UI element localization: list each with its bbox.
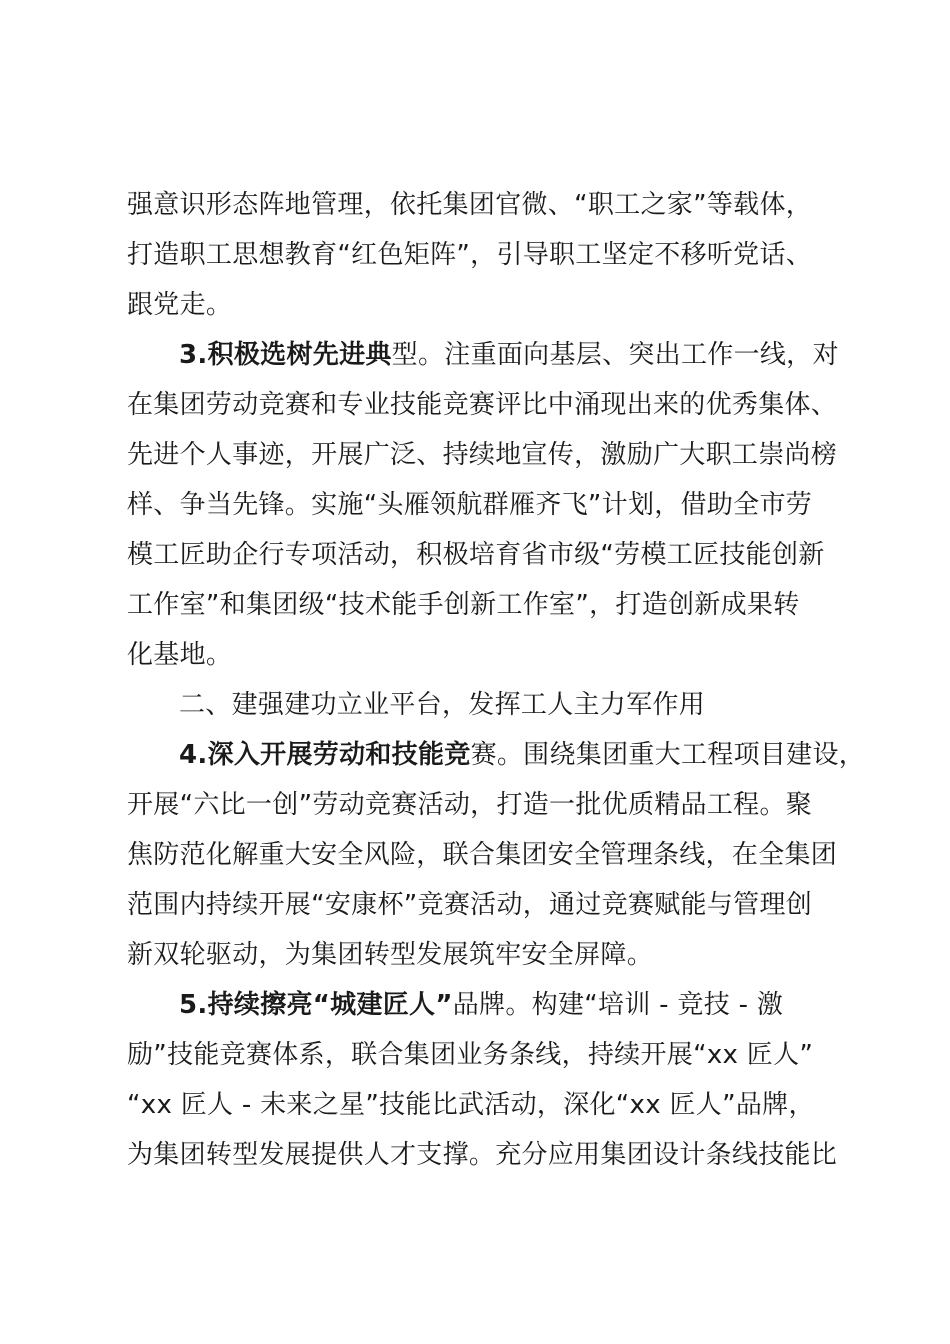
text-line: 样、争当先锋。实施“头雁领航群雁齐飞”计划，借助全市劳 [127,490,813,520]
text-line: 模工匠助企行专项活动，积极培育省市级“劳模工匠技能创新 [127,540,825,570]
text-line: 打造职工思想教育“红色矩阵”，引导职工坚定不移听党话、 [127,240,813,270]
heading-bold-text: 4.深入开展劳动和技能竞 [179,740,471,770]
text-line: 先进个人事迹，开展广泛、持续地宣传，激励广大职工崇尚榜 [127,440,838,470]
text-line: 工作室”和集团级“技术能手创新工作室”，打造创新成果转 [127,590,800,620]
text-line: 为集团转型发展提供人才支撑。充分应用集团设计条线技能比 [127,1140,838,1170]
text-line: 焦防范化解重大安全风险，联合集团安全管理条线，在全集团 [127,840,838,870]
section-heading-4 [179,740,865,770]
text-line: 范围内持续开展“安康杯”竞赛活动，通过竞赛赋能与管理创 [127,890,813,920]
section-heading-5 [179,990,783,1020]
heading-rest-text: 型。注重面向基层、突出工作一线，对 [391,340,839,370]
heading-bold-text: 3.积极选树先进典 [179,340,392,370]
section-heading-2: 二、建强建功立业平台，发挥工人主力军作用 [179,690,706,720]
text-line: 跟党走。 [127,290,233,320]
text-line: 开展“六比一创”劳动竞赛活动，打造一批优质精品工程。聚 [127,790,813,820]
heading-rest-text: 赛。围绕集团重大工程项目建设， [470,740,866,770]
text-line: 强意识形态阵地管理，依托集团官微、“职工之家”等载体， [127,190,813,220]
text-line: 在集团劳动竞赛和专业技能竞赛评比中涌现出来的优秀集体、 [127,390,838,420]
text-line: 新双轮驱动，为集团转型发展筑牢安全屏障。 [127,940,654,970]
text-line: “xx 匠人 - 未来之星”技能比武活动，深化“xx 匠人”品牌， [127,1090,815,1120]
section-heading-3 [179,340,839,370]
text-line: 化基地。 [127,640,233,670]
text-line: 励”技能竞赛体系，联合集团业务条线，持续开展“xx 匠人” [127,1040,814,1070]
heading-rest-text: 品牌。构建“培训 - 竞技 - 激 [452,990,784,1020]
heading-bold-text: 5.持续擦亮“城建匠人” [179,990,453,1020]
